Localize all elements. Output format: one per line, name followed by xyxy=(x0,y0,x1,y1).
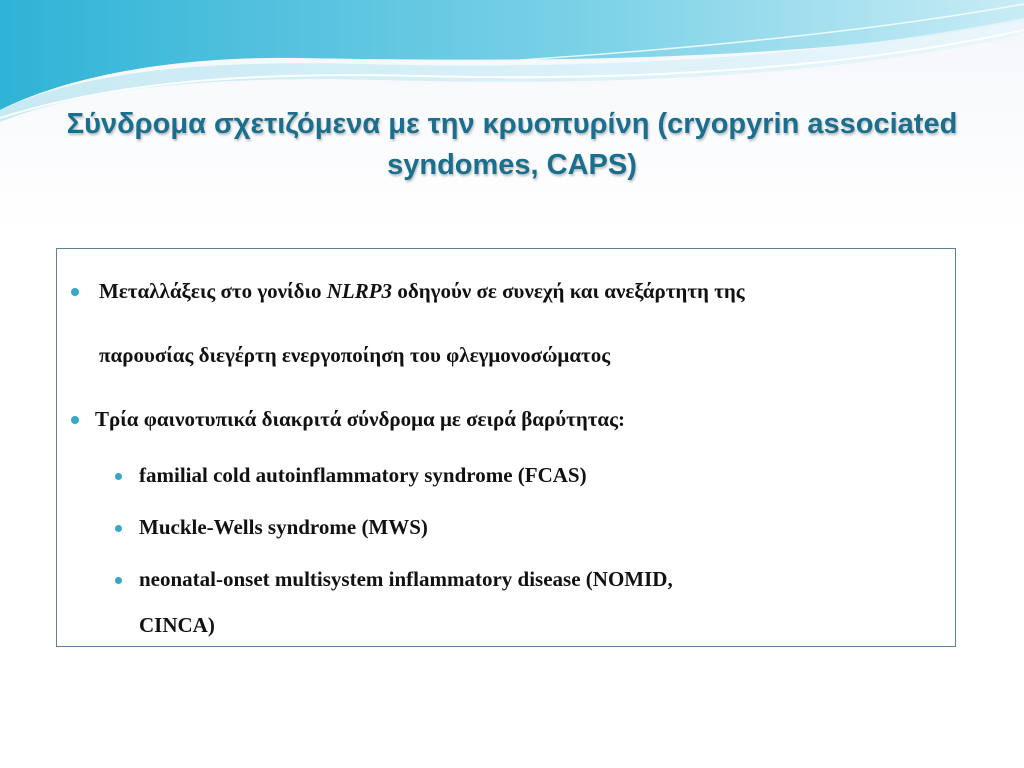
bullet-dot-1 xyxy=(71,288,79,296)
bullet-1-line-1 xyxy=(99,279,745,304)
bullet-dot-2 xyxy=(71,416,79,424)
title-line-1: Σύνδρομα σχετιζόμενα με την κρυοπυρίνη (cryopyrin associated xyxy=(66,108,958,140)
sub-bullet-dot-2 xyxy=(115,525,122,532)
sub-bullet-dot-3 xyxy=(115,577,122,584)
content-box xyxy=(56,248,956,647)
slide-title xyxy=(40,104,984,186)
sub-bullet-2-text: Muckle-Wells syndrome (MWS) xyxy=(139,515,428,539)
sub-bullet-3-cont: CINCA) xyxy=(139,613,215,637)
sub-bullet-1-text: familial cold autoinflammatory syndrome (FCAS) xyxy=(139,463,587,487)
bullet-1-post: οδηγούν σε συνεχή και ανεξάρτητη της xyxy=(392,279,745,303)
title-line-2: syndomes, CAPS) xyxy=(387,149,637,181)
sub-bullet-3-text: neonatal-onset multisystem inflammatory disease (NOMID, xyxy=(139,567,673,591)
bullet-1-line-2: παρουσίας διεγέρτη ενεργοποίηση του φλεγμονοσώματος xyxy=(99,343,611,367)
bullet-1-pre: Μεταλλάξεις στο γονίδιο xyxy=(99,279,327,303)
sub-bullet-dot-1 xyxy=(115,473,122,480)
bullet-2-text: Τρία φαινοτυπικά διακριτά σύνδρομα με σειρά βαρύτητας: xyxy=(95,407,625,431)
gene-name: NLRP3 xyxy=(326,279,393,303)
